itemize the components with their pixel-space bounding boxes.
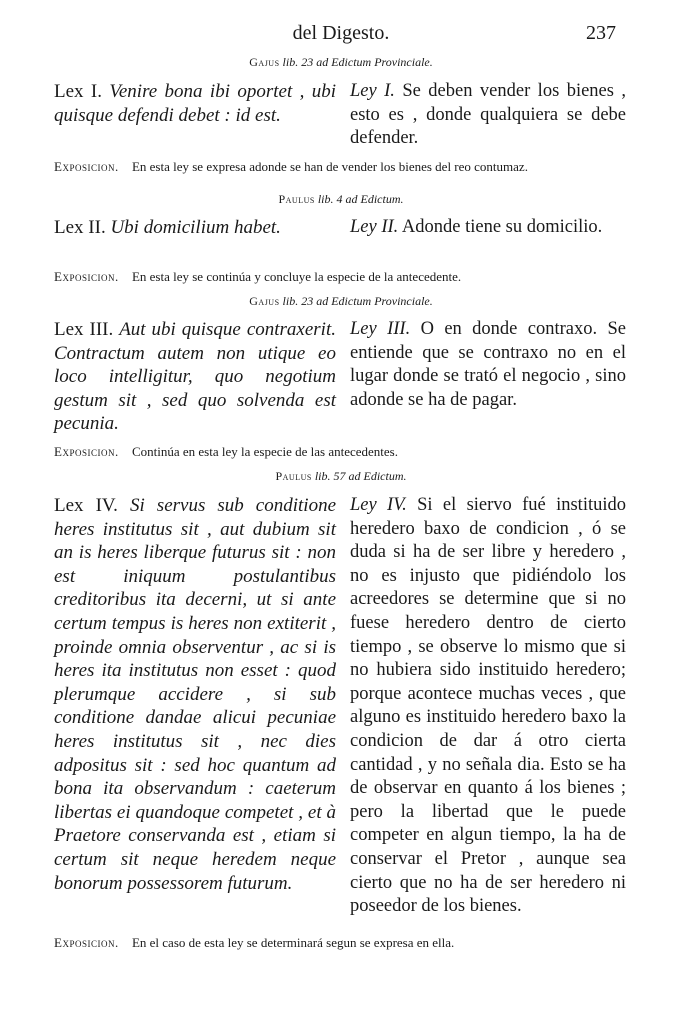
exposicion: [54, 268, 626, 285]
latin-law-body: Venire bona ibi oportet , ubi quisque defendi debet : id est.: [54, 81, 336, 126]
law-entry: [54, 494, 626, 926]
source-reference: lib. 23 ad Edictum Provinciale.: [282, 55, 433, 69]
spanish-law-label: Ley I.: [350, 81, 395, 101]
exposicion-text: En el caso de esta ley se determinará segun se expresa en ella.: [131, 935, 455, 950]
spanish-law-body: Adonde tiene su domicilio.: [401, 217, 603, 237]
spanish-text: [350, 318, 626, 412]
source-author: Gajus: [249, 55, 280, 69]
source-author: Paulus: [278, 192, 315, 206]
latin-text: [54, 494, 336, 895]
latin-law-label: Lex IV.: [54, 495, 118, 516]
exposicion: [54, 934, 626, 951]
exposicion-label: Exposicion.: [54, 159, 119, 174]
source-reference: lib. 57 ad Edictum.: [314, 469, 407, 483]
spanish-text: [350, 494, 626, 919]
source-reference: lib. 23 ad Edictum Provinciale.: [282, 294, 433, 308]
source-citation: [0, 294, 682, 309]
spanish-law-label: Ley IV.: [350, 495, 407, 515]
latin-law-label: Lex I.: [54, 81, 102, 102]
spanish-law-body: O en donde contraxo. Se entiende que se contraxo no en el lugar donde se trató el negocio , sino adonde se ha de pagar.: [350, 319, 626, 410]
law-entry: [54, 216, 626, 264]
running-title: del Digesto.: [292, 22, 390, 44]
exposicion: [54, 443, 626, 460]
exposicion-text: Continúa en esta ley la especie de las antecedentes.: [131, 444, 398, 459]
latin-law-label: Lex III.: [54, 319, 114, 340]
exposicion-label: Exposicion.: [54, 269, 119, 284]
page-number: 237: [586, 22, 616, 44]
latin-law-label: Lex II.: [54, 217, 106, 238]
source-citation: [0, 192, 682, 207]
spanish-text: [350, 80, 626, 151]
spanish-law-body: Se deben vender los bienes , esto es , donde qualquiera se debe defender.: [350, 81, 627, 149]
source-author: Paulus: [275, 469, 312, 483]
law-entry: [54, 80, 626, 152]
latin-law-body: Si servus sub conditione heres institutus sit , aut dubium sit an is heres liberque futurus sit : non est iniquum postulantibus creditoribus ita decerni, ut si ante certum tempus is heres non extiterit , proinde omnia observentur , ac si is heres ita institutus non esset : quod plerumque accidere , si sub conditione dandae alicui pecuniae heres institutus sit , nec dies adpositus sit : sed hoc quantum ad bona ita observandum : caeterum libertas ei quandoque competet , et à Praetore conservanda est , etiam si certum sit neque heredem neque bonorum possessorem futurum.: [54, 495, 337, 894]
exposicion-label: Exposicion.: [54, 935, 119, 950]
spanish-law-label: Ley II.: [350, 217, 399, 237]
source-citation: [0, 55, 682, 70]
latin-text: [54, 318, 336, 436]
spanish-law-body: Si el siervo fué instituido heredero baxo de condicion , ó se duda si ha de ser libre y heredero , no es injusto que pidiéndolo los acreedores se determine que si no fuese heredero dentro de cierto tiempo , se observe lo mismo que si no hubiera sido instituido heredero; porque acontece muchas veces , que alguno es instituido heredero baxo la condicion de dar á otro cierta cantidad , y no señala dia. Esto se ha de observar en quanto á los bienes ; pero la libertad que le puede competer en algun tiempo, la ha de conservar el Pretor , aunque sea cierto que no ha de ser heredero ni poseedor de los bienes.: [350, 495, 626, 917]
spanish-law-label: Ley III.: [350, 319, 411, 339]
exposicion-label: Exposicion.: [54, 444, 119, 459]
running-head: [0, 22, 682, 50]
latin-text: [54, 80, 336, 127]
exposicion-text: En esta ley se expresa adonde se han de vender los bienes del reo contumaz.: [131, 159, 528, 174]
exposicion-text: En esta ley se continúa y concluye la especie de la antecedente.: [131, 269, 462, 284]
latin-text: [54, 216, 336, 240]
exposicion: [54, 158, 626, 175]
latin-law-body: Aut ubi quisque contraxerit. Contractum autem non utique eo loco intelligitur, quo negotium gestum sit , sed quo solvenda est pecunia.: [54, 319, 336, 435]
latin-law-body: Ubi domicilium habet.: [110, 217, 281, 238]
source-citation: [0, 469, 682, 484]
spanish-text: [350, 216, 626, 240]
law-entry: [54, 318, 626, 436]
source-reference: lib. 4 ad Edictum.: [317, 192, 404, 206]
source-author: Gajus: [249, 294, 280, 308]
